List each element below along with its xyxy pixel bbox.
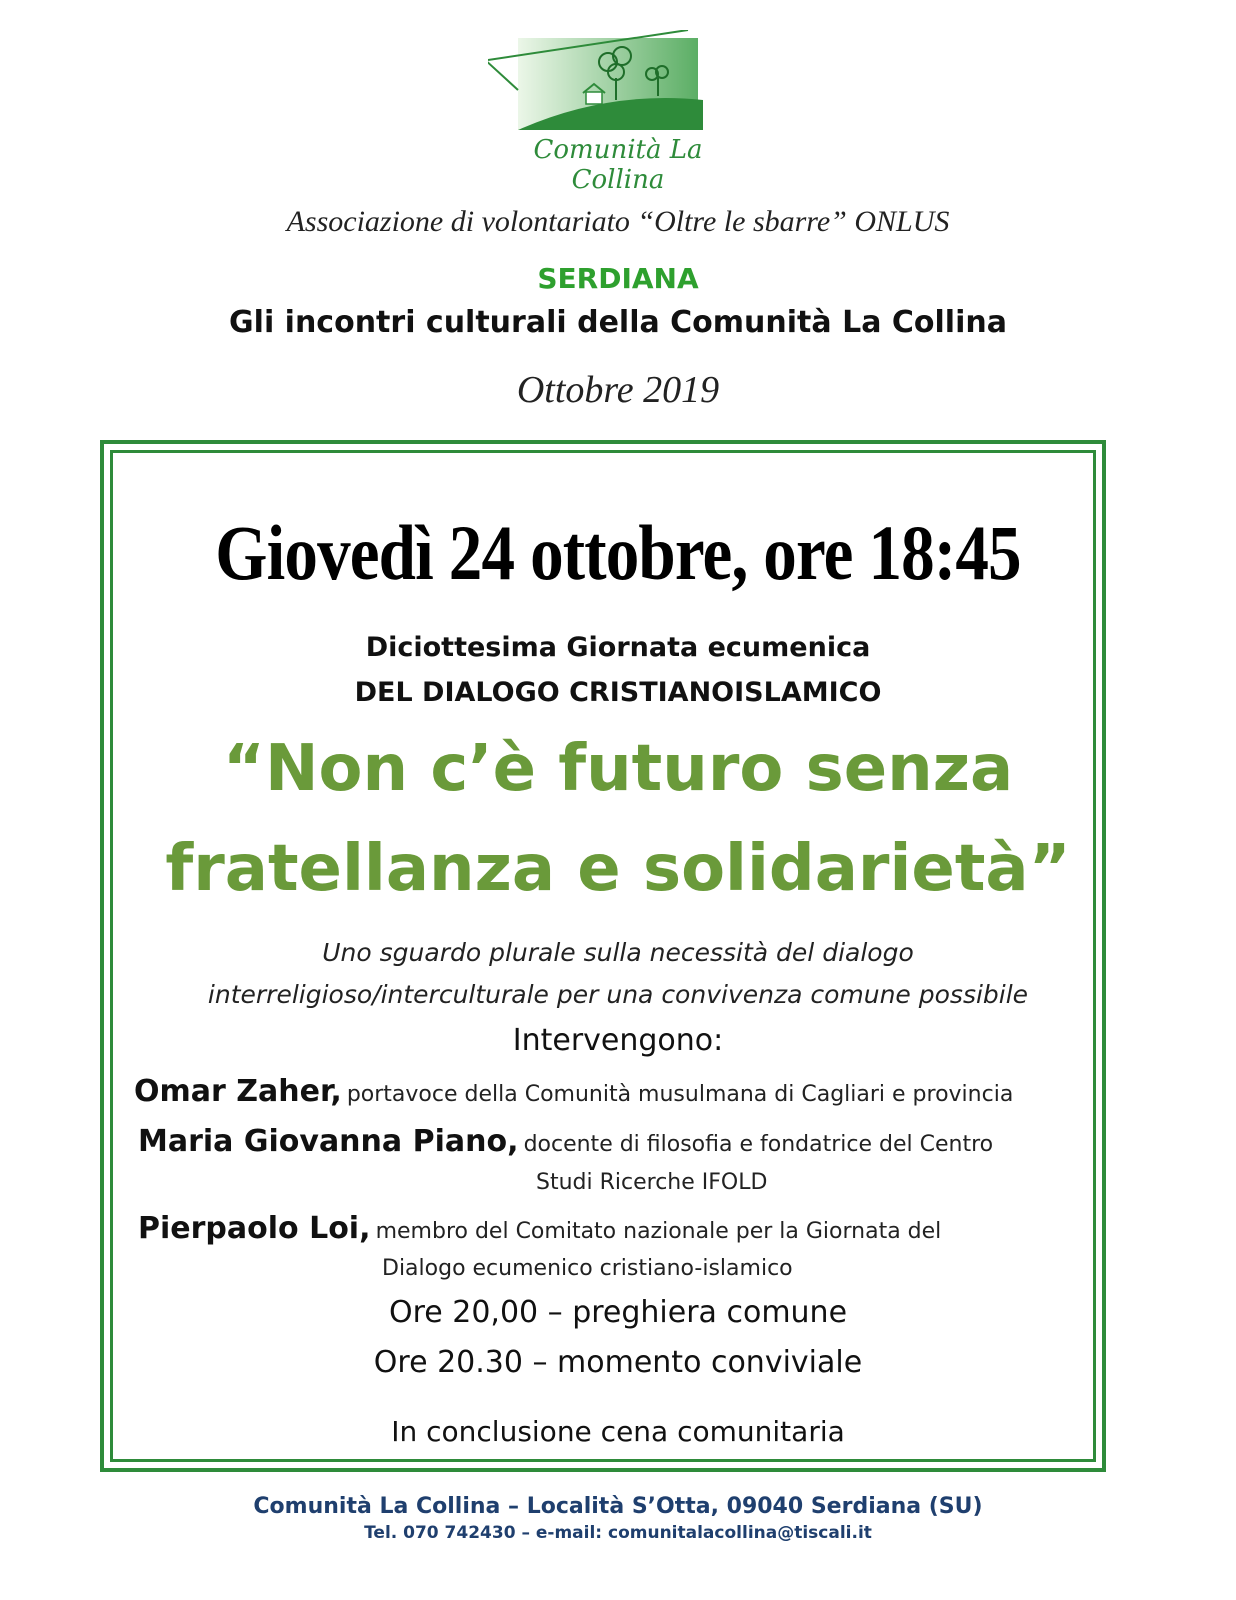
speaker-3-role: membro del Comitato nazionale per la Giornata del [375, 1219, 942, 1244]
speaker-3 [138, 1211, 941, 1246]
speaker-2-name: Maria Giovanna Piano, [138, 1124, 519, 1159]
speaker-3-role-cont: Dialogo ecumenico cristiano-islamico [382, 1256, 793, 1281]
event-date: Giovedì 24 ottobre, ore 18:45 [215, 509, 1021, 596]
event-quote-line-1: “Non c’è futuro senza [222, 732, 1014, 806]
association-line: Associazione di volontariato “Oltre le sbarre” ONLUS [286, 205, 950, 238]
event-description-1: Uno sguardo plurale sulla necessità del dialogo [322, 938, 914, 967]
speaker-1 [134, 1074, 1013, 1109]
speaker-2 [138, 1124, 993, 1159]
event-subtitle-1: Diciottesima Giornata ecumenica [365, 632, 871, 663]
logo-text: Comunità La Collina [533, 135, 703, 195]
speaker-1-name: Omar Zaher, [134, 1074, 342, 1109]
speaker-3-name: Pierpaolo Loi, [138, 1211, 371, 1246]
series-title: Gli incontri culturali della Comunità La Collina [229, 305, 1007, 340]
speaker-2-role: docente di filosofia e fondatrice del Centro [523, 1132, 994, 1157]
event-quote-line-2: fratellanza e solidarietà” [165, 832, 1071, 906]
schedule-item-2: Ore 20.30 – momento conviviale [373, 1345, 863, 1380]
speaker-2-role-cont: Studi Ricerche IFOLD [536, 1170, 768, 1195]
town-name: SERDIANA [537, 262, 699, 295]
event-description-2: interreligioso/interculturale per una convivenza comune possibile [207, 980, 1029, 1009]
month-label: Ottobre 2019 [516, 369, 720, 411]
speakers-title: Intervengono: [512, 1023, 724, 1058]
closing-note: In conclusione cena comunitaria [391, 1415, 845, 1448]
schedule-item-1: Ore 20,00 – preghiera comune [388, 1295, 848, 1330]
speaker-1-role: portavoce della Comunità musulmana di Cagliari e provincia [346, 1082, 1014, 1107]
footer-address: Comunità La Collina – Località S’Otta, 09040 Serdiana (SU) [253, 1494, 983, 1519]
footer-contact: Tel. 070 742430 – e-mail: comunitalacollina@tiscali.it [364, 1523, 872, 1543]
event-subtitle-2: DEL DIALOGO CRISTIANOISLAMICO [354, 677, 882, 708]
